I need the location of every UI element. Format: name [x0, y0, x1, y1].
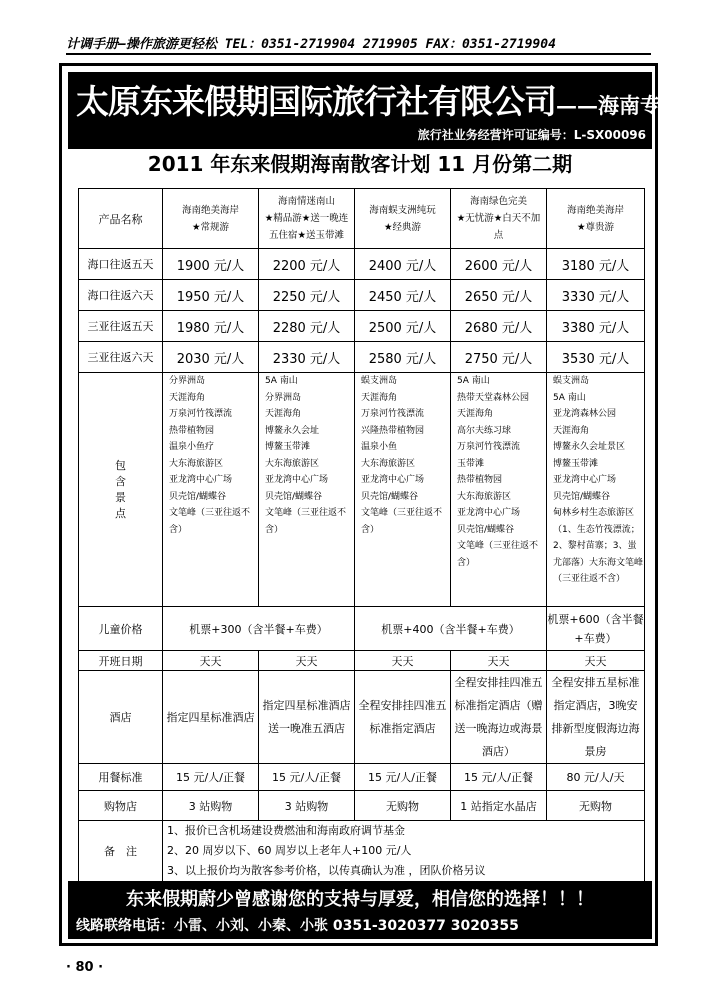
shopping-cell: 无购物: [355, 791, 451, 821]
attractions-list: 蜈支洲岛 天涯海角 万泉河竹筏漂流 兴隆热带植物园 温泉小鱼 大东海旅游区 亚龙湾中心广场 贝壳馆/蝴蝶谷 文笔峰（三亚往返不含）: [355, 373, 451, 607]
meal-cell: 15 元/人/正餐: [259, 764, 355, 791]
price-cell: 2450 元/人: [355, 280, 451, 311]
price-cell: 2680 元/人: [451, 311, 547, 342]
note-item: 2、20 周岁以下、60 周岁以上老年人+100 元/人: [167, 844, 412, 857]
product-name: 海南蜈支洲纯玩 ★经典游: [355, 189, 451, 249]
product-name: 海南绝美海岸 ★尊贵游: [547, 189, 645, 249]
meal-cell: 15 元/人/正餐: [355, 764, 451, 791]
price-row: [79, 311, 645, 342]
price-cell: 3380 元/人: [547, 311, 645, 342]
meal-label: 用餐标准: [79, 764, 163, 791]
schedule-label: 开班日期: [79, 651, 163, 671]
price-cell: 3530 元/人: [547, 342, 645, 373]
shopping-cell: 3 站购物: [259, 791, 355, 821]
meal-cell: 15 元/人/正餐: [163, 764, 259, 791]
product-label: 产品名称: [79, 189, 163, 249]
shopping-cell: 1 站指定水晶店: [451, 791, 547, 821]
attractions-label: 包 含 景 点: [79, 373, 163, 607]
attractions-list: 蜈支洲岛 5A 南山 亚龙湾森林公园 天涯海角 博鳌永久会址景区 博鳌玉带滩 亚龙湾中心广场 贝壳馆/蝴蝶谷 甸林乡村生态旅游区（1、生态竹筏漂流；2、黎村苗寨；3、蚩尤部落）大东海文笔峰（三亚往返不含）: [547, 373, 645, 607]
price-cell: 2750 元/人: [451, 342, 547, 373]
company-name: [76, 76, 682, 123]
product-name: 海南绿色完美 ★无忧游★白天不加点: [451, 189, 547, 249]
plan-title: 2011 年东来假期海南散客计划 11 月份第二期: [147, 152, 573, 176]
page-header: 计调手册—操作旅游更轻松 TEL：0351-2719904 2719905 FAX：0351-2719904: [66, 37, 556, 52]
product-name: 海南绝美海岸 ★常规游: [163, 189, 259, 249]
meal-cell: 80 元/人/天: [547, 764, 645, 791]
meal-row: [79, 764, 645, 791]
price-cell: 2030 元/人: [163, 342, 259, 373]
note-item: 1、报价已含机场建设费燃油和海南政府调节基金: [167, 824, 405, 837]
hotel-cell: 指定四星标准酒店: [163, 671, 259, 764]
company-banner: [68, 72, 682, 149]
price-row: [79, 280, 645, 311]
price-cell: 2330 元/人: [259, 342, 355, 373]
child-price-cell: 机票+400（含半餐+车费）: [355, 607, 547, 651]
child-price-cell: 机票+300（含半餐+车费）: [163, 607, 355, 651]
hotel-label: 酒店: [79, 671, 163, 764]
meal-cell: 15 元/人/正餐: [451, 764, 547, 791]
shopping-row: [79, 791, 645, 821]
notes-label: 备 注: [79, 821, 163, 882]
tour-plan-table: [78, 188, 645, 882]
notes-row: [79, 821, 645, 882]
price-cell: 1980 元/人: [163, 311, 259, 342]
hotel-cell: 全程安排五星标准指定酒店，3晚安排新型度假海边海景房: [547, 671, 645, 764]
schedule-cell: 天天: [547, 651, 645, 671]
page-number: · 80 ·: [66, 960, 104, 975]
hotel-cell: 全程安排挂四准五标准指定酒店（赠送一晚海边或海景酒店）: [451, 671, 547, 764]
shopping-label: 购物店: [79, 791, 163, 821]
price-cell: 2580 元/人: [355, 342, 451, 373]
attractions-list: 分界洲岛 天涯海角 万泉河竹筏漂流 热带植物园 温泉小鱼疗 大东海旅游区 亚龙湾中心广场 贝壳馆/蝴蝶谷 文笔峰（三亚往返不含）: [163, 373, 259, 607]
price-row: [79, 342, 645, 373]
price-cell: 1900 元/人: [163, 249, 259, 280]
schedule-cell: 天天: [259, 651, 355, 671]
product-name: 海南情迷南山 ★精品游★送一晚连五住宿★送玉带滩: [259, 189, 355, 249]
price-cell: 3180 元/人: [547, 249, 645, 280]
schedule-cell: 天天: [451, 651, 547, 671]
schedule-row: [79, 651, 645, 671]
shopping-cell: 3 站购物: [163, 791, 259, 821]
child-price-label: 儿童价格: [79, 607, 163, 651]
shopping-cell: 无购物: [547, 791, 645, 821]
company-route-suffix: ——海南专线: [556, 93, 682, 118]
schedule-cell: 天天: [355, 651, 451, 671]
hotel-cell: 指定四星标准酒店送一晚准五酒店: [259, 671, 355, 764]
price-cell: 2250 元/人: [259, 280, 355, 311]
price-cell: 1950 元/人: [163, 280, 259, 311]
price-cell: 2500 元/人: [355, 311, 451, 342]
hotel-row: [79, 671, 645, 764]
child-price-row: [79, 607, 645, 651]
price-cell: 2200 元/人: [259, 249, 355, 280]
attractions-list: 5A 南山 分界洲岛 天涯海角 博鳌永久会址 博鳌玉带滩 大东海旅游区 亚龙湾中心广场 贝壳馆/蝴蝶谷 文笔峰（三亚往返不含）: [259, 373, 355, 607]
hotel-cell: 全程安排挂四准五标准指定酒店: [355, 671, 451, 764]
license-number: 旅行社业务经营许可证编号：L-SX00096: [417, 128, 646, 142]
route-label: 三亚往返六天: [79, 342, 163, 373]
attractions-row: [79, 373, 645, 607]
schedule-cell: 天天: [163, 651, 259, 671]
attractions-list: 5A 南山 热带天堂森林公园 天涯海角 高尔夫练习球 万泉河竹筏漂流 玉带滩 热带植物园 大东海旅游区 亚龙湾中心广场 贝壳馆/蝴蝶谷 文笔峰（三亚往返不含）: [451, 373, 547, 607]
child-price-cell: 机票+600（含半餐+车费）: [547, 607, 645, 651]
route-label: 海口往返六天: [79, 280, 163, 311]
thanks-message: 东来假期蔚少曾感谢您的支持与厚爱，相信您的选择！！！: [126, 889, 594, 910]
header-rule: [66, 53, 651, 55]
price-cell: 2600 元/人: [451, 249, 547, 280]
price-cell: 2280 元/人: [259, 311, 355, 342]
contact-line: 线路联络电话：小雷、小刘、小秦、小张 0351-3020377 3020355: [76, 918, 519, 934]
price-cell: 3330 元/人: [547, 280, 645, 311]
footer-banner: [68, 881, 652, 939]
route-label: 三亚往返五天: [79, 311, 163, 342]
note-item: 3、以上报价均为散客参考价格，以传真确认为准 ，团队价格另议: [167, 864, 486, 877]
price-row: [79, 249, 645, 280]
price-cell: 2400 元/人: [355, 249, 451, 280]
route-label: 海口往返五天: [79, 249, 163, 280]
notes-content: [163, 821, 645, 882]
price-cell: 2650 元/人: [451, 280, 547, 311]
company-title: 太原东来假期国际旅行社有限公司: [76, 82, 556, 121]
product-row: [79, 189, 645, 249]
